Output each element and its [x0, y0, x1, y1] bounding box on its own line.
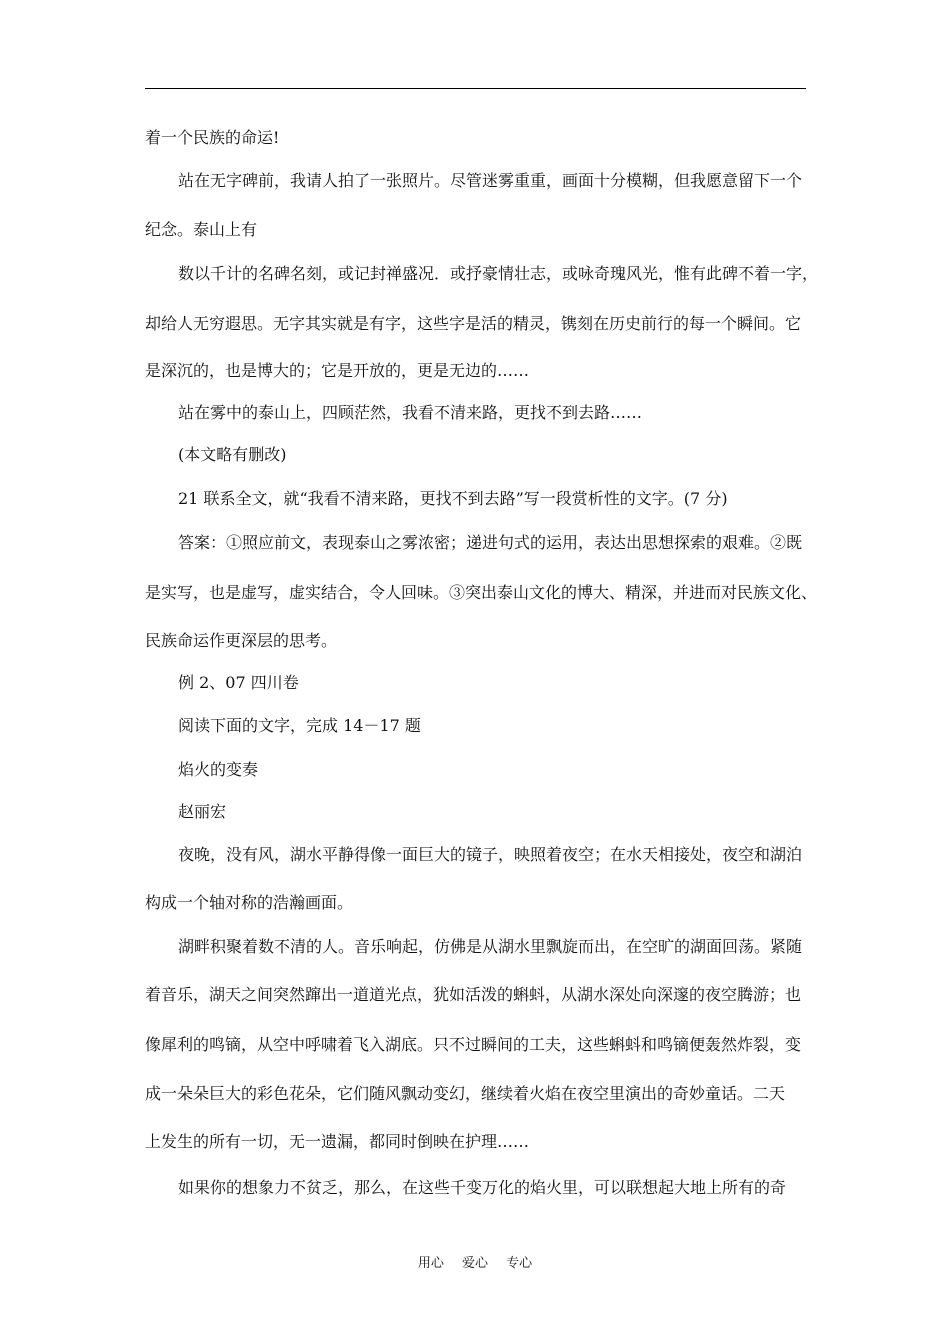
text-line: 上发生的所有一切，无一遗漏，都同时倒映在护理……	[145, 1132, 530, 1151]
answer-line: 民族命运作更深层的思考。	[145, 631, 338, 650]
text-line: 站在雾中的泰山上，四顾茫然，我看不清来路，更找不到去路……	[178, 403, 643, 422]
text-line: 成一朵朵巨大的彩色花朵，它们随风飘动变幻，继续着火焰在夜空里演出的奇妙童话。二天	[145, 1084, 786, 1103]
text-line: 湖畔积聚着数不清的人。音乐响起，仿佛是从湖水里飘旋而出，在空旷的湖面回荡。紧随	[178, 937, 803, 956]
question-line: 21 联系全文，就“我看不清来路，更找不到去路”写一段赏析性的文字。(7 分)	[178, 489, 728, 508]
header-rule	[145, 88, 806, 89]
text-line: 像犀利的鸣镝，从空中呼啸着飞入湖底。只不过瞬间的工夫，这些蝌蚪和鸣镝便轰然炸裂，变	[145, 1035, 802, 1054]
article-author: 赵丽宏	[178, 802, 227, 821]
footer-text: 专心	[506, 1256, 533, 1271]
text-line: (本文略有删改)	[178, 445, 287, 464]
example-heading: 例 2、07 四川卷	[178, 673, 299, 692]
text-line: 数以千计的名碑名刻，或记封禅盛况．或抒豪情壮志，或咏奇瑰风光，惟有此碑不着一字，	[178, 264, 819, 283]
text-line: 着音乐，湖天之间突然蹿出一道道光点，犹如活泼的蝌蚪，从湖水深处向深邃的夜空腾游；也	[145, 985, 802, 1004]
text-line: 夜晚，没有风，湖水平静得像一面巨大的镜子，映照着夜空；在水天相接处，夜空和湖泊	[178, 845, 803, 864]
text-line: 构成一个轴对称的浩瀚画面。	[145, 893, 354, 912]
answer-line: 是实写，也是虚写，虚实结合，令人回味。③突出泰山文化的博大、精深，并进而对民族文化、	[145, 583, 818, 602]
text-line: 纪念。泰山上有	[145, 220, 258, 239]
instruction-line: 阅读下面的文字，完成 14－17 题	[178, 716, 421, 735]
page-footer	[0, 1252, 950, 1271]
text-line: 却给人无穷遐思。无字其实就是有字，这些字是活的精灵，镌刻在历史前行的每一个瞬间。它	[145, 314, 802, 333]
footer-text: 爱心	[461, 1256, 488, 1271]
footer-text: 用心	[417, 1256, 444, 1271]
text-line: 站在无字碑前，我请人拍了一张照片。尽管迷雾重重，画面十分模糊，但我愿意留下一个	[178, 171, 803, 190]
text-line: 如果你的想象力不贫乏，那么，在这些千变万化的焰火里，可以联想起大地上所有的奇	[178, 1178, 787, 1197]
text-line: 着一个民族的命运!	[145, 128, 280, 147]
answer-line: 答案：①照应前文，表现泰山之雾浓密；递进句式的运用，表达出思想探索的艰难。②既	[178, 533, 803, 552]
article-title: 焰火的变奏	[178, 760, 259, 779]
text-line: 是深沉的，也是博大的；它是开放的，更是无边的……	[145, 361, 530, 380]
